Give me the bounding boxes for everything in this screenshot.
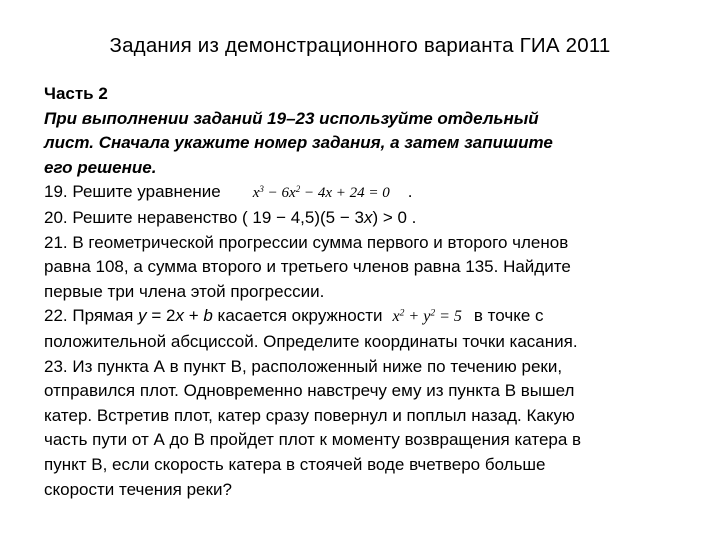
task-21-line: равна 108, а сумма второго и третьего членов равна 135. Найдите (44, 257, 571, 277)
task-20: 20. Решите неравенство ( 19 − 4,5)(5 − 3x) > 0 . (44, 207, 417, 227)
task-19-equation: $x^3 - 6x^2 - 4x + 24 = 0$ (252, 184, 390, 202)
task-23-line: 23. Из пункта А в пункт В, расположенный ниже по течению реки, (44, 356, 563, 376)
task-19 (44, 180, 694, 206)
task-23-line: часть пути от А до В пройдет плот к моменту возвращения катера в (44, 430, 582, 450)
part-heading: Часть 2 (44, 84, 108, 103)
slide-title: Задания из демонстрационного варианта ГИА 2011 (109, 34, 611, 57)
task-21-line: 21. В геометрической прогрессии сумма первого и второго членов (44, 232, 569, 252)
task-23-line: отправился плот. Одновременно навстречу ему из пункта В вышел (44, 381, 575, 401)
task-22: 22. Прямая y = 2x + b касается окружности $x^2 + y^2 = 5$ в точке с (44, 304, 694, 330)
task-22-circle-equation: $x^2 + y^2 = 5$ (392, 308, 462, 326)
task-19-period: . (407, 182, 413, 202)
instruction-line: лист. Сначала укажите номер задания, а затем запишите (44, 133, 553, 153)
instruction-line: его решение. (44, 157, 157, 177)
task-19-text: 19. Решите уравнение (44, 182, 221, 202)
task-23-line: катер. Встретив плот, катер сразу повернул и поплыл назад. Какую (44, 405, 575, 425)
task-22-line: положительной абсциссой. Определите координаты точки касания. (44, 331, 578, 351)
instruction-line: При выполнении заданий 19–23 используйте отдельный (44, 108, 539, 128)
task-21-line: первые три члена этой прогрессии. (44, 281, 325, 301)
task-23-line: скорости течения реки? (44, 479, 232, 499)
slide-content (44, 82, 694, 502)
task-23-line: пункт В, если скорость катера в стоячей воде вчетверо больше (44, 454, 546, 474)
